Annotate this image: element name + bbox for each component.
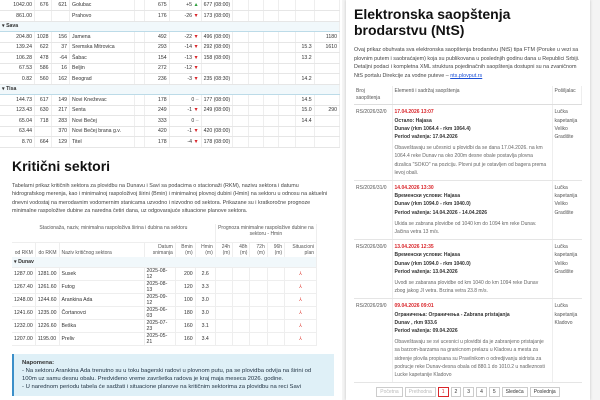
sector-row [12,267,317,280]
col-header: Naziv kritičnog sektora [59,243,144,258]
notice-type: Временски услови: Hajasa [394,252,461,259]
value-cell: 478 [35,53,52,64]
trend-dn-icon: ▼ [193,107,199,114]
col-header: 72h (m) [250,243,267,258]
station-name: Beograd [70,74,135,85]
station-name: Sremska Mitrovica [70,42,135,53]
from-rkm: 1267.40 [12,280,35,293]
col-header: Hmin (m) [195,243,215,258]
station-row[interactable] [0,95,340,106]
temperature-cell: 14.2 [295,74,314,85]
to-rkm: 1195.00 [35,332,59,345]
notice-sender: Lučka kapetanija Veliko Gradište [552,240,582,299]
col-header: Datum snimanja [144,243,175,258]
page-last-button[interactable]: Poslednja [530,387,560,397]
value-cell: 37 [51,42,69,53]
notice-date: 09.04.2026 09:01 [394,303,434,310]
sector-row [12,293,317,306]
flow-cell: 1610 [314,42,339,53]
sector-row [12,280,317,293]
from-rkm: 1287.00 [12,267,35,280]
pdf-icon[interactable]: ⅄ [285,319,317,332]
trend-dn-icon: ▼ [193,12,199,19]
forecast-cell: 158 (08:00) [201,53,233,64]
survey-date: 2025-06-03 [144,306,175,319]
to-rkm: 1261.60 [35,280,59,293]
page-button[interactable]: 2 [451,387,462,397]
pdf-icon[interactable]: ⅄ [285,280,317,293]
temperature-cell [295,126,314,137]
group-header-sector: Stacionaža, naziv, minimalna raspoloživa širina i dubina na sektoru [12,224,215,243]
value-cell: 129 [51,137,69,148]
forecast-cell: 235 (08:30) [201,74,233,85]
page-prev-button[interactable]: Prethodna [405,387,436,397]
rkm-cell: 8.70 [0,137,35,148]
station-row[interactable] [0,11,340,22]
change-value: -12 [184,65,192,72]
critical-sectors-table [12,224,317,346]
page-button[interactable]: 4 [476,387,487,397]
notice-sender: Lučka kapetanija Veliko Gradište [552,105,582,181]
trend-dn-icon: ▼ [193,44,199,51]
level-change [169,116,201,127]
trend-eq-icon: – [195,96,199,103]
value-cell: 664 [35,137,52,148]
station-row[interactable] [0,63,340,74]
forecast-cell: 178 (08:00) [201,137,233,148]
pagination [354,387,582,397]
col-header: do RKM [35,243,59,258]
notice-period: Period važenja: 14.04.2026 - 14.04.2026 [394,209,488,216]
water-level: 176 [145,11,170,22]
trend-dn-icon: ▼ [193,33,199,40]
notice-period: Period važenja: 17.04.2026 [394,133,458,140]
to-rkm: 1235.00 [35,306,59,319]
notice-location: Dunav (rkm 1094.0 - rkm 1040.0) [394,260,471,267]
forecast-cell: 249 (08:00) [201,105,233,116]
page-button[interactable]: 3 [463,387,474,397]
col-header-id: Broj saopštenja [354,86,392,105]
station-row[interactable] [0,42,340,53]
notice-text: Ukida se zabrana plovidbe od 1040 km do 1094 km reke Dunav. Jačina vetra 13 m/s. [394,220,537,236]
water-level: 272 [145,63,170,74]
value-cell: 283 [51,116,69,127]
value-cell: 156 [51,32,69,43]
temperature-cell: 15.0 [295,105,314,116]
note-title: Napomena: [22,359,55,366]
notice-period: Period važenja: 09.04.2026 [394,328,458,335]
value-cell: 370 [51,126,69,137]
nts-intro: Ovaj prikaz obuhvata sva elektronska saopštenja brodarstvu (NtS) tipa FTM (Poruke u vezi sa plovnim putem i saobraćajem) koja su publikovana u poslednjih godinu dana u Republici Srbiji. Detaljni podaci i kompletna XML struktura pojedinačnih saopštenja dostupni su na zvaničnom NtS portalu Direkcije za vodne puteve – [354,47,580,79]
survey-date: 2025-08-13 [144,280,175,293]
station-row[interactable] [0,105,340,116]
note-box [12,354,334,396]
trend-up-icon: ▲ [193,2,199,8]
hmin: 3.0 [195,293,215,306]
station-name: Šabac [70,53,135,64]
notice-type: Временски услови: Hajasa [394,193,461,200]
rkm-cell: 0.82 [0,74,35,85]
notice-date: 14.04.2026 13:30 [394,185,434,191]
caret-down-icon: ▾ [2,86,5,93]
nts-title: Elektronska saopštenja brodarstvu (NtS) [354,6,511,38]
bmin: 100 [175,293,195,306]
station-row[interactable] [0,0,340,11]
page-button[interactable]: 1 [438,387,449,397]
station-row[interactable] [0,137,340,148]
critical-sectors-title: Kritični sektori [12,157,111,174]
from-rkm: 1207.00 [12,332,35,345]
value-cell [35,11,52,22]
change-value: -3 [187,75,192,82]
nts-portal-link[interactable]: nts.plovput.rs [450,72,483,79]
temperature-cell: 14.4 [295,116,314,127]
flow-cell: 290 [314,105,339,116]
temperature-cell [295,11,314,22]
temperature-cell: 13.2 [295,53,314,64]
rkm-cell: 65.04 [0,116,35,127]
rkm-cell: 106.28 [0,53,35,64]
nts-table [354,86,582,383]
station-row[interactable] [0,74,340,85]
from-rkm: 1248.00 [12,293,35,306]
notice-sender: Lučka kapetanija Kladovo [552,299,582,383]
forecast-cell: 677 (08:00) [201,0,233,11]
col-header: Bmin (m) [175,243,195,258]
water-level: 492 [145,32,170,43]
sector-name: Beška [59,319,144,332]
notice-sender: Lučka kapetanija Veliko Gradište [552,181,582,240]
bmin: 160 [175,332,195,345]
notice-type: Остало: Hajasa [394,117,432,124]
group-name: Tisa [6,86,17,93]
page-first-button[interactable]: Početna [376,387,402,397]
level-change [169,53,201,64]
value-cell: 16 [51,63,69,74]
forecast-cell [201,63,233,74]
water-level: 154 [145,53,170,64]
station-name: Novi Kneževac [70,95,135,106]
station-row[interactable] [0,32,340,43]
group-row[interactable] [0,84,340,95]
flow-cell [314,11,339,22]
temperature-cell [295,0,314,11]
survey-date: 2025-05-21 [144,332,175,345]
value-cell: 621 [51,0,69,11]
station-row[interactable] [0,116,340,127]
flow-cell: 1180 [314,32,339,43]
page-button[interactable]: 5 [489,387,500,397]
caret-down-icon: ▾ [14,259,17,266]
change-value: 0 [191,96,195,103]
group-name: Dunav [18,259,34,266]
sector-name: Arankina Ada [59,293,144,306]
flow-cell [314,0,339,11]
flow-cell [314,126,339,137]
sector-row [12,319,317,332]
station-name: Novi Bečej brana g.v. [70,126,135,137]
trend-eq-icon: – [195,117,199,124]
level-change [169,95,201,106]
value-cell: 630 [35,105,52,116]
change-value: 0 [191,117,195,124]
sector-name: Čortanovci [59,306,144,319]
col-header: Situacioni plan [285,243,317,258]
level-change [169,32,201,43]
trend-dn-icon: ▼ [193,128,199,135]
temperature-cell [295,32,314,43]
temperature-cell: 14.5 [295,95,314,106]
rkm-cell: 1042.00 [0,0,35,11]
value-cell: -64 [51,53,69,64]
change-value: -4 [187,138,192,145]
value-cell [51,11,69,22]
level-change [169,63,201,74]
water-level: 293 [145,42,170,53]
water-level: 178 [145,137,170,148]
rkm-cell: 139.24 [0,42,35,53]
forecast-cell: 173 (08:00) [201,11,233,22]
survey-date: 2025-09-12 [144,293,175,306]
value-cell: 217 [51,105,69,116]
col-header-sender: Pošiljalac [552,86,582,105]
station-name: Senta [70,105,135,116]
flow-cell [314,53,339,64]
to-rkm: 1244.60 [35,293,59,306]
bmin: 160 [175,319,195,332]
value-cell: 162 [51,74,69,85]
station-name: Prahovo [70,11,135,22]
notice-id: RS/2026/31/0 [354,181,392,240]
hmin: 3.4 [195,332,215,345]
water-level: 249 [145,105,170,116]
notice-text: Obaveštavaju se učesnici u plovidbi da se dana 17.04.2026. na km 1064.4 reke Dunav na oko 200m desne obale postavlja plovna dizalica "SOKO" na poziciju. Plovni put je ostavljen od bagera prema levoj obali. [394,145,547,176]
trend-dn-icon: ▼ [193,138,199,145]
forecast-cell: 496 (08:00) [201,32,233,43]
notice-date: 13.04.2026 12:35 [394,244,434,251]
water-level: 420 [145,126,170,137]
value-cell: 617 [35,95,52,106]
notice-location: Dunav (rkm 1064.4 - rkm 1064.4) [394,125,471,132]
station-name: Beljin [70,63,135,74]
sector-name: Futog [59,280,144,293]
water-level: 675 [145,0,170,11]
change-value: -1 [187,107,192,114]
level-change [169,0,201,11]
nts-row [354,240,582,299]
station-name: Jamena [70,32,135,43]
flow-cell [314,137,339,148]
rkm-cell: 144.73 [0,95,35,106]
col-header: 96h (m) [267,243,284,258]
station-name: Novi Bečej [70,116,135,127]
change-value: -13 [184,54,192,61]
notice-id: RS/2026/29/0 [354,299,392,383]
hmin: 2.6 [195,267,215,280]
to-rkm: 1226.60 [35,319,59,332]
sector-name: Preliv [59,332,144,345]
nts-row [354,105,582,181]
level-change [169,105,201,116]
temperature-cell: 15.3 [295,42,314,53]
temperature-cell [295,137,314,148]
change-value: -22 [184,33,192,40]
hmin: 3.1 [195,319,215,332]
change-value: -14 [184,44,192,51]
forecast-cell [201,116,233,127]
bmin: 200 [175,267,195,280]
water-level: 178 [145,95,170,106]
forecast-cell: 420 (08:00) [201,126,233,137]
value-cell: 149 [51,95,69,106]
rkm-cell: 861.00 [0,11,35,22]
stations-table [0,0,340,148]
col-header: 24h (m) [215,243,232,258]
station-row[interactable] [0,126,340,137]
rkm-cell: 63.44 [0,126,35,137]
bmin: 180 [175,306,195,319]
pdf-icon[interactable]: ⅄ [285,332,317,345]
water-level: 236 [145,74,170,85]
sector-row [12,332,317,345]
col-header-content: Elementi i sadržaj saopštenja [392,86,552,105]
sector-name: Susek [59,267,144,280]
flow-cell [314,74,339,85]
change-value: -1 [187,128,192,135]
nts-panel [346,0,590,400]
notice-date: 17.04.2026 13:07 [394,109,434,116]
notice-location: Dunav , rkm 933.6 [394,319,438,326]
station-row[interactable] [0,53,340,64]
from-rkm: 1241.60 [12,306,35,319]
critical-intro: Tabelarni prikaz kritičnih sektora za plovidbu na Dunavu i Savi sa podacima o stacionaži (RKM), nazivu sektora i datumu hidrografskog merenja, kao i minimalnoj raspoloživoj širini (Bmin) i minimalnoj plovnoj dubini (Hmin) na sektoru u odnosu na aktuelni dnevni vodostaj na merodavnim vodomernim stanicama uzvodno i nizvodno od sektora. Prikazane su i kratkoročne prognoze minimalne raspoložive dubine za naredna četiri dana, uz odgovarajuće situacione planove sektora. [12,182,328,215]
level-change [169,42,201,53]
change-value: -26 [184,12,192,19]
pdf-icon[interactable]: ⅄ [285,306,317,319]
value-cell: 1028 [35,32,52,43]
value-cell: 560 [35,74,52,85]
trend-dn-icon: ▼ [193,75,199,82]
nts-row [354,181,582,240]
temperature-cell [295,63,314,74]
trend-dn-icon: ▼ [193,54,199,61]
caret-down-icon: ▾ [2,23,5,30]
nts-row [354,299,582,383]
flow-cell [314,116,339,127]
pdf-icon[interactable]: ⅄ [285,293,317,306]
notice-type: Ограничења: Ограничења - Zabrana pristajanja [394,311,510,318]
rkm-cell: 204.80 [0,32,35,43]
pdf-icon[interactable]: ⅄ [285,267,317,280]
rkm-cell: 123.43 [0,105,35,116]
group-row[interactable] [12,257,317,267]
group-name: Sava [6,23,19,30]
value-cell: 586 [35,63,52,74]
hmin: 3.0 [195,306,215,319]
notice-period: Period važenja: 13.04.2026 [394,268,458,275]
col-header: 48h (m) [233,243,250,258]
level-change [169,126,201,137]
water-level: 333 [145,116,170,127]
survey-date: 2025-07-23 [144,319,175,332]
value-cell: 676 [35,0,52,11]
forecast-cell: 177 (08:00) [201,95,233,106]
from-rkm: 1232.00 [12,319,35,332]
group-row[interactable] [0,21,340,32]
hmin: 3.3 [195,280,215,293]
flow-cell [314,63,339,74]
survey-date: 2025-08-12 [144,267,175,280]
notice-text: Obaveštavaju se svi ucesnici u plovidbi da je zabranjeno pristajanje sa barzom-barzama na granicnom prelazu u Kladovu a mesta za sidrenje plovila propisana su Pravilnikom o odredjivanju sidrista za podrucje reke Dunav-desna obala od 880.1 do 1010.2 u nadleznosti Lucke kapetanije Kladovo [394,339,545,379]
col-header: od RKM [12,243,35,258]
notice-id: RS/2026/32/0 [354,105,392,181]
note-line: - Na sektoru Arankina Ada trenutno su u toku bagerski radovi u plovnom putu, pa se plovidba odvija na širini od 100m uz samu desnu obalu. Predviđeno vreme završetka radova je kraj maja meseca 2026. godine. [22,367,312,382]
trend-dn-icon: ▼ [193,65,199,72]
level-change [169,137,201,148]
note-line: - U narednom periodu tabela će sadžati i situacione planove na kritičnim sektorima za plovidbu na reci Savi [22,383,301,390]
station-name: Titel [70,137,135,148]
level-change [169,11,201,22]
level-change [169,74,201,85]
station-name: Golubac [70,0,135,11]
flow-cell [314,95,339,106]
group-header-forecast: Prognoza minimalne raspoložive dubine na sektoru - Hmin [215,224,316,243]
notice-location: Dunav (rkm 1094.0 - rkm 1040.0) [394,201,471,208]
notice-text: Uvodi se zabarana plovidbe od km 1040 do km 1094 reke Dunav zbog jakog JI vetra. Brzina vetra 23.8 m/s. [394,280,539,295]
value-cell: 622 [35,42,52,53]
bmin: 120 [175,280,195,293]
value-cell: 718 [35,116,52,127]
rkm-cell: 67.53 [0,63,35,74]
forecast-cell: 292 (08:00) [201,42,233,53]
sector-row [12,306,317,319]
notice-id: RS/2026/30/0 [354,240,392,299]
change-value: +5 [186,2,192,8]
value-cell [35,126,52,137]
to-rkm: 1281.00 [35,267,59,280]
page-next-button[interactable]: Sledeća [502,387,528,397]
